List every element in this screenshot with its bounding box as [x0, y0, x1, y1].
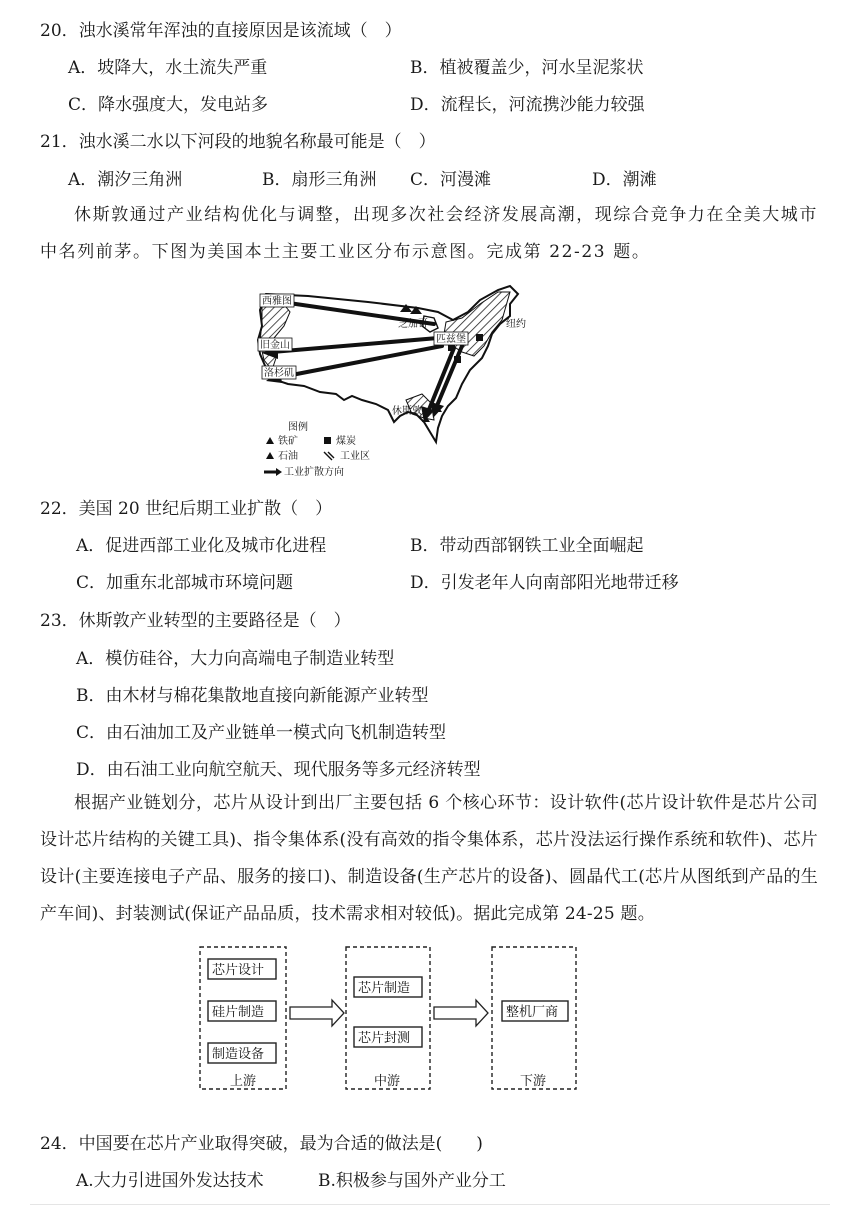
- chain-upstream-item-1: 芯片设计: [212, 963, 265, 978]
- q21-option-c: C．河漫滩: [410, 170, 492, 190]
- q22-option-c: C．加重东北部城市环境问题: [76, 573, 294, 593]
- q20-option-a: A．坡降大，水土流失严重: [68, 58, 268, 78]
- city-newyork: 纽约: [506, 319, 526, 330]
- chain-upstream-label: 上游: [230, 1074, 257, 1089]
- chain-upstream-item-3: 制造设备: [212, 1047, 265, 1062]
- q22-option-a: A．促进西部工业化及城市化进程: [76, 536, 327, 556]
- q20-option-d: D．流程长，河流携沙能力较强: [410, 95, 645, 115]
- q20-option-c: C．降水强度大，发电站多: [68, 95, 269, 115]
- page-bottom-rule: [30, 1204, 830, 1205]
- q21-option-b: B．扇形三角洲: [262, 170, 377, 190]
- q24-option-a: A.大力引进国外发达技术: [76, 1171, 264, 1191]
- q23-option-d: D．由石油工业向航空航天、现代服务等多元经济转型: [76, 760, 481, 780]
- city-chicago: 芝加哥: [398, 319, 428, 330]
- legend-coal: 煤炭: [336, 436, 356, 447]
- legend-title: 图例: [288, 422, 308, 433]
- q23-option-c: C．由石油加工及产业链单一模式向飞机制造转型: [76, 723, 447, 743]
- legend-industrial: 工业区: [340, 451, 370, 462]
- chain-downstream-item-1: 整机厂商: [506, 1005, 559, 1020]
- city-sanfrancisco: 旧金山: [260, 340, 290, 351]
- chip-chain-diagram: [196, 943, 580, 1095]
- chain-midstream-item-1: 芯片制造: [358, 981, 411, 996]
- chain-downstream-label: 下游: [520, 1074, 547, 1089]
- city-seattle: 西雅图: [262, 296, 292, 307]
- coal-marker: [454, 356, 461, 363]
- legend-direction: 工业扩散方向: [284, 467, 344, 478]
- chain-upstream-item-2: 硅片制造: [212, 1005, 265, 1020]
- q22-option-d: D．引发老年人向南部阳光地带迁移: [410, 573, 679, 593]
- chain-midstream-label: 中游: [374, 1074, 401, 1089]
- map-legend: [264, 420, 370, 478]
- q21-option-a: A．潮汐三角洲: [68, 170, 183, 190]
- coal-marker: [476, 334, 483, 341]
- q24-stem: 24．中国要在芯片产业取得突破，最为合适的做法是( ): [40, 1134, 483, 1154]
- us-industry-map: [248, 282, 538, 482]
- q23-option-b: B．由木材与棉花集散地直接向新能源产业转型: [76, 686, 429, 706]
- legend-iron: 铁矿: [278, 436, 298, 447]
- city-pittsburgh: 匹兹堡: [436, 334, 466, 345]
- q21-option-d: D．潮滩: [592, 170, 657, 190]
- chain-midstream-item-2: 芯片封测: [358, 1031, 411, 1046]
- q23-option-a: A．模仿硅谷，大力向高端电子制造业转型: [76, 649, 395, 669]
- passage-chip: 根据产业链划分，芯片从设计到出厂主要包括 6 个核心环节：设计软件(芯片设计软件是芯片公司设计芯片结构的关键工具)、指令集体系(没有高效的指令集体系，芯片没法运行操作系统和软件)、芯片设计(主要连接电子产品、服务的接口)、制造设备(生产芯片的设备)、圆晶代工(芯片从图纸到产品的生产车间)、封装测试(保证产品品质，技术需求相对较低)。据此完成第 24-25 题。: [40, 793, 818, 924]
- q23-stem: 23．休斯敦产业转型的主要路径是（ ）: [40, 611, 351, 631]
- q24-option-b: B.积极参与国外产业分工: [318, 1171, 506, 1191]
- q20-stem: 20．浊水溪常年浑浊的直接原因是该流域（ ）: [40, 21, 402, 41]
- legend-oil: 石油: [278, 451, 298, 462]
- chain-arrow-1: [290, 1000, 344, 1026]
- passage-houston: 休斯敦通过产业结构优化与调整，出现多次社会经济发展高潮，现综合竞争力在全美大城市中名列前茅。下图为美国本土主要工业区分布示意图。完成第 22-23 题。: [40, 205, 818, 262]
- q21-stem: 21．浊水溪二水以下河段的地貌名称最可能是（ ）: [40, 132, 436, 152]
- city-losangeles: 洛杉矶: [264, 368, 294, 379]
- city-houston: 休斯敦: [392, 406, 422, 417]
- q22-stem: 22．美国 20 世纪后期工业扩散（ ）: [40, 499, 333, 519]
- q22-option-b: B．带动西部钢铁工业全面崛起: [410, 536, 644, 556]
- q20-option-b: B．植被覆盖少，河水呈泥浆状: [410, 58, 644, 78]
- chain-arrow-2: [434, 1000, 488, 1026]
